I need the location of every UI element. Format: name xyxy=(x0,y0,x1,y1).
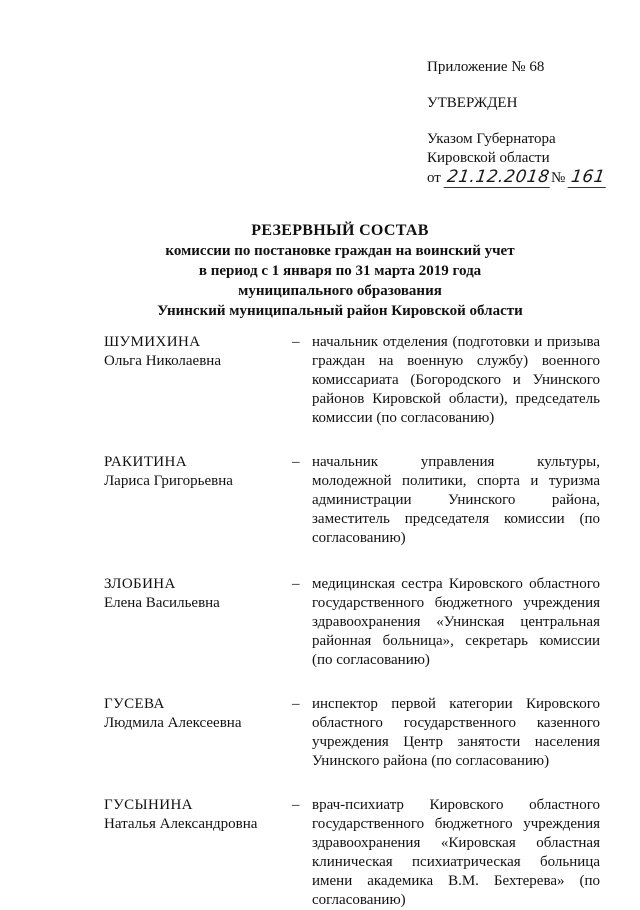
member-entry xyxy=(104,575,600,670)
appendix-label: Приложение № 68 xyxy=(427,59,545,75)
document-header xyxy=(90,221,590,321)
member-name xyxy=(104,333,292,428)
member-given-name: Елена Васильевна xyxy=(104,595,220,611)
member-dash: – xyxy=(292,696,300,712)
header-line-2: в период с 1 января по 31 марта 2019 года xyxy=(198,263,482,279)
member-dash: – xyxy=(292,454,300,470)
member-entry xyxy=(104,453,600,548)
header-line-3: муниципального образования xyxy=(238,283,442,299)
approval-block xyxy=(427,58,627,188)
decree-line-2: Кировской области xyxy=(427,150,550,166)
decree-date-line xyxy=(427,168,627,188)
member-surname: РАКИТИНА xyxy=(104,454,187,470)
decree-line-1: Указом Губернатора xyxy=(427,131,556,147)
header-line-1: комиссии по постановке граждан на воинский учет xyxy=(165,243,515,259)
member-name xyxy=(104,575,292,670)
handwritten-number: 161 xyxy=(568,168,609,188)
member-surname: ГУСЕВА xyxy=(104,696,165,712)
member-surname: ЗЛОБИНА xyxy=(104,576,176,592)
member-name xyxy=(104,695,292,771)
member-surname: ГУСЫНИНА xyxy=(104,797,193,813)
member-dash: – xyxy=(292,576,300,592)
member-role: медицинская сестра Кировского областного государственного бюджетного учреждения здравоохранения «Унинская центральная районная больница», секретарь комиссии (по согласованию) xyxy=(312,576,600,668)
member-given-name: Лариса Григорьевна xyxy=(104,473,233,489)
member-name xyxy=(104,796,292,910)
handwritten-date: 21.12.2018 xyxy=(443,168,552,188)
member-role: врач-психиатр Кировского областного государственного бюджетного учреждения здравоохранения «Кировская областная клиническая психиатрическая больница имени академика В.М. Бехтерева» (по согласованию) xyxy=(312,797,600,908)
commission-roster xyxy=(104,333,600,910)
member-entry xyxy=(104,333,600,428)
header-line-4: Унинский муниципальный район Кировской области xyxy=(157,303,523,319)
document-title: РЕЗЕРВНЫЙ СОСТАВ xyxy=(251,222,429,239)
member-role: инспектор первой категории Кировского областного государственного казенного учреждения Центр занятости населения Унинского района (по согласованию) xyxy=(312,696,600,769)
date-prefix: от xyxy=(427,170,441,186)
member-role: начальник управления культуры, молодежной политики, спорта и туризма администрации Унинского района, заместитель председателя комиссии (по согласованию) xyxy=(312,454,600,546)
member-dash: – xyxy=(292,334,300,350)
member-given-name: Ольга Николаевна xyxy=(104,353,221,369)
member-surname: ШУМИХИНА xyxy=(104,334,201,350)
member-entry xyxy=(104,695,600,771)
number-prefix: № xyxy=(550,170,566,186)
member-given-name: Людмила Алексеевна xyxy=(104,715,242,731)
member-dash: – xyxy=(292,797,300,813)
member-name xyxy=(104,453,292,548)
member-role: начальник отделения (подготовки и призыва граждан на военную службу) военного комиссариата (Богородского и Унинского районов Кировской области), председатель комиссии (по согласованию) xyxy=(312,334,600,426)
member-given-name: Наталья Александровна xyxy=(104,816,258,832)
approved-label: УТВЕРЖДЕН xyxy=(427,95,518,111)
member-entry xyxy=(104,796,600,910)
